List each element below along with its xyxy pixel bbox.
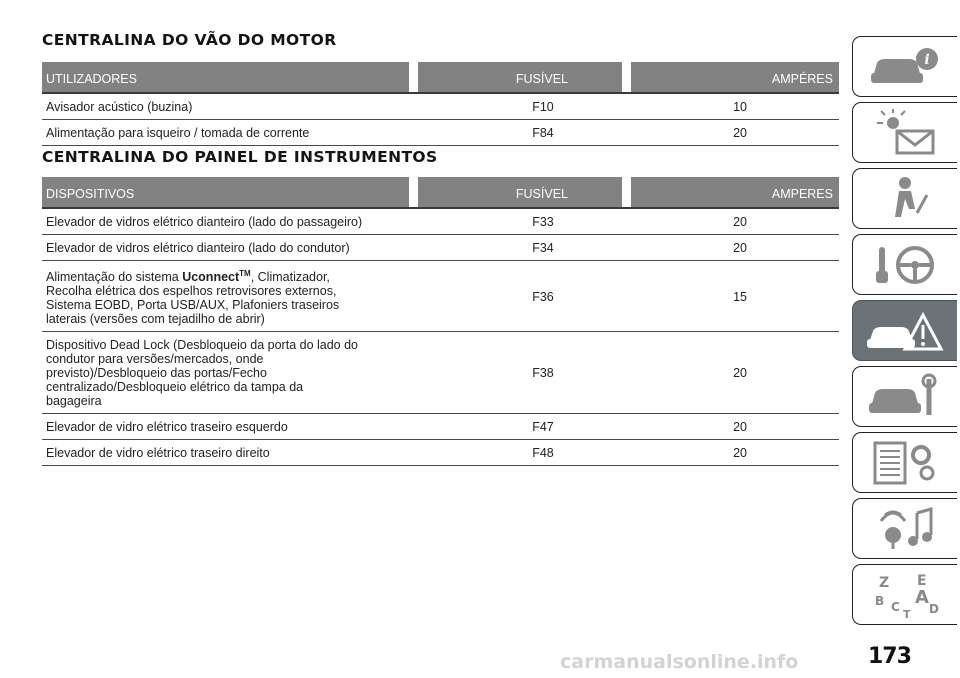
row-description: Alimentação para isqueiro / tomada de corrente — [42, 120, 418, 146]
tab-car-info[interactable] — [852, 36, 957, 97]
table-header-row — [42, 62, 839, 93]
row-amperes: 20 — [622, 235, 839, 261]
svg-text:T: T — [903, 607, 911, 619]
row-description: Dispositivo Dead Lock (Desbloqueio da porta do lado do condutor para versões/mercados, onde previsto)/Desbloqueio das portas/Fecho centralizado/Desbloqueio elétrico da tampa da bagageira — [42, 332, 418, 414]
row-amperes: 20 — [622, 414, 839, 440]
svg-text:Z: Z — [879, 574, 890, 591]
row-fuse: F48 — [418, 440, 622, 466]
spec-list-gears-icon — [865, 439, 945, 487]
tab-technical-data[interactable] — [852, 432, 957, 493]
page-number: 173 — [868, 644, 911, 669]
warning-lights-mail-icon — [865, 109, 945, 157]
row-amperes: 20 — [622, 120, 839, 146]
section-title-instrument-panel: CENTRALINA DO PAINEL DE INSTRUMENTOS — [42, 148, 438, 166]
table-header-row — [42, 177, 839, 208]
table-row — [42, 208, 839, 235]
svg-text:A: A — [915, 586, 929, 608]
svg-text:i: i — [924, 51, 930, 68]
column-header-fuse: FUSÍVEL — [418, 177, 622, 208]
column-header-amperes: AMPÉRES — [631, 62, 839, 93]
tab-multimedia[interactable] — [852, 498, 957, 559]
row-amperes: 10 — [622, 93, 839, 120]
engine-fuse-table — [42, 62, 839, 146]
tab-warning-lights[interactable] — [852, 102, 957, 163]
svg-text:B: B — [875, 593, 885, 608]
row-description: Elevador de vidros elétrico dianteiro (lado do passageiro) — [42, 208, 418, 235]
row-description: Elevador de vidro elétrico traseiro esquerdo — [42, 414, 418, 440]
table-row — [42, 235, 839, 261]
seat-airbag-icon — [865, 175, 945, 223]
table-row — [42, 414, 839, 440]
column-header-users: UTILIZADORES — [42, 62, 409, 93]
row-fuse: F47 — [418, 414, 622, 440]
column-header-fuse: FUSÍVEL — [418, 62, 622, 93]
svg-text:E: E — [917, 572, 927, 589]
table-row — [42, 332, 839, 414]
row-description: Avisador acústico (buzina) — [42, 93, 418, 120]
row-fuse: F33 — [418, 208, 622, 235]
car-wrench-icon — [865, 373, 945, 421]
multimedia-music-icon — [865, 505, 945, 553]
row-description: Alimentação do sistema Uconnect™, Climatizador, Recolha elétrica dos espelhos retrovisores externos, Sistema EOBD, Porta USB/AUX, Plafoniers traseiros laterais (versões com tejadilho de abrir) — [42, 261, 418, 332]
row-description: Elevador de vidros elétrico dianteiro (lado do condutor) — [42, 235, 418, 261]
svg-text:C: C — [891, 599, 900, 614]
row-description: Elevador de vidro elétrico traseiro direito — [42, 440, 418, 466]
row-amperes: 20 — [622, 440, 839, 466]
row-fuse: F10 — [418, 93, 622, 120]
table-row — [42, 120, 839, 146]
car-info-icon — [865, 43, 945, 91]
watermark-text: carmanualsonline.info — [560, 651, 799, 673]
tab-emergency[interactable] — [852, 300, 957, 361]
row-fuse: F84 — [418, 120, 622, 146]
car-accident-warning-icon — [865, 307, 945, 355]
row-fuse: F34 — [418, 235, 622, 261]
tab-index[interactable] — [852, 564, 957, 625]
row-fuse: F38 — [418, 332, 622, 414]
row-amperes: 20 — [622, 332, 839, 414]
key-steering-wheel-icon — [865, 241, 945, 289]
uconnect-brand: Uconnect — [182, 270, 240, 285]
alphabet-index-icon — [865, 571, 945, 619]
table-row — [42, 93, 839, 120]
column-header-amperes: AMPERES — [631, 177, 839, 208]
row-amperes: 15 — [622, 261, 839, 332]
dashboard-fuse-table — [42, 177, 839, 466]
table-row — [42, 261, 839, 332]
column-header-devices: DISPOSITIVOS — [42, 177, 409, 208]
row-amperes: 20 — [622, 208, 839, 235]
tab-maintenance[interactable] — [852, 366, 957, 427]
section-title-engine-compartment: CENTRALINA DO VÃO DO MOTOR — [42, 31, 337, 49]
table-row — [42, 440, 839, 466]
tab-safety[interactable] — [852, 168, 957, 229]
tab-starting-driving[interactable] — [852, 234, 957, 295]
row-fuse: F36 — [418, 261, 622, 332]
svg-text:D: D — [929, 601, 939, 616]
